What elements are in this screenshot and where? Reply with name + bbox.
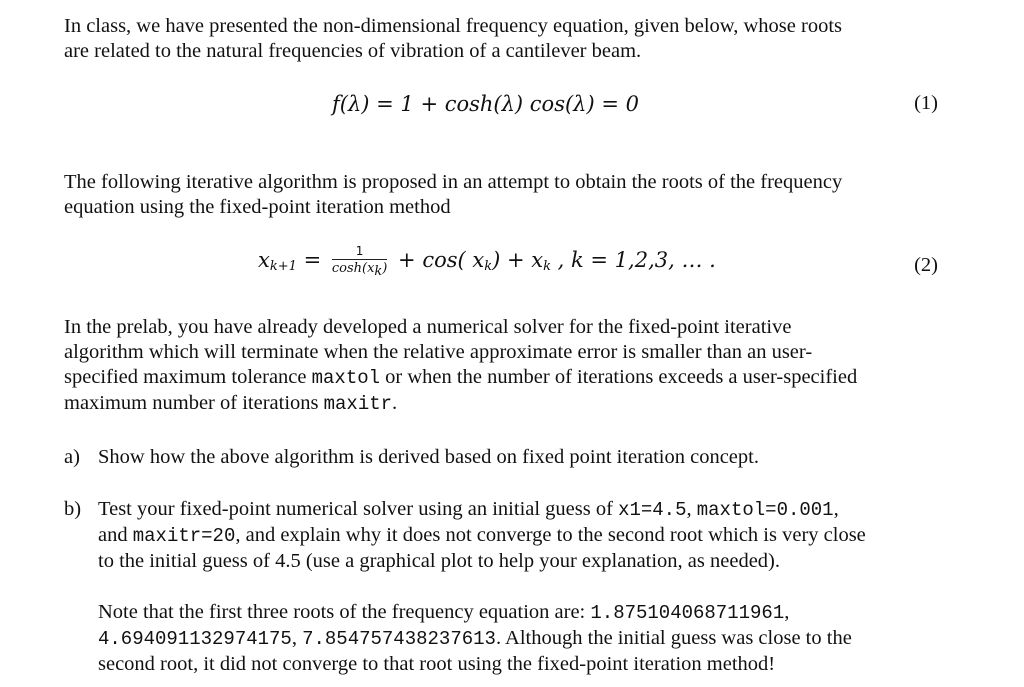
question-a-text: Show how the above algorithm is derived based on fixed point iteration concept.	[98, 446, 759, 468]
prelab-line-4-text-b: .	[392, 392, 398, 414]
qb-line2-a: and	[98, 524, 133, 546]
algorithm-line-2: equation using the fixed-point iteration method	[64, 196, 451, 218]
intro-paragraph	[64, 14, 944, 64]
eq2-rest-2: ) + x	[492, 248, 544, 272]
eq2-denominator-sub: k	[374, 264, 383, 279]
note1-b: ,	[784, 601, 790, 623]
frequency-equation: f(λ) = 1 + cosh(λ) cos(λ) = 0	[332, 92, 639, 116]
note-line-1	[98, 600, 944, 626]
eq2-denominator: cosh(x	[331, 261, 375, 276]
code-maxtol-value: maxtol=0.001	[696, 499, 834, 521]
eq2-denominator-close: )	[382, 261, 388, 276]
prelab-line-4	[64, 391, 944, 417]
eq2-rest-3: , k = 1,2,3, … .	[550, 248, 716, 272]
question-a-label: a)	[64, 446, 80, 468]
code-root-2: 4.694091132974175	[98, 628, 292, 650]
qb-line2-b: , and explain why it does not converge to the second root which is very close	[235, 524, 866, 546]
question-b-label: b)	[64, 498, 82, 520]
prelab-line-3-text-b: or when the number of iterations exceeds a user-specified	[380, 366, 858, 388]
equation-number-1: (1)	[914, 92, 938, 114]
eq2-fraction	[332, 244, 388, 279]
eq2-equals: =	[296, 248, 328, 272]
prelab-paragraph	[64, 315, 944, 417]
eq2-rest-1-sub: k	[484, 259, 493, 274]
code-maxitr-value: maxitr=20	[132, 525, 236, 547]
eq2-rest-1: + cos( x	[391, 248, 485, 272]
qb-line1-c: ,	[833, 498, 839, 520]
code-root-3: 7.854757438237613	[302, 628, 496, 650]
qb-line1-a: Test your fixed-point numerical solver using an initial guess of	[98, 498, 619, 520]
algorithm-line-1: The following iterative algorithm is proposed in an attempt to obtain the roots of the frequency	[64, 171, 843, 193]
equation-number-2: (2)	[914, 254, 938, 276]
code-maxitr: maxitr	[323, 393, 393, 415]
question-b-line-2	[98, 523, 944, 549]
code-x1: x1=4.5	[618, 499, 687, 521]
iteration-equation	[258, 244, 716, 288]
question-b-line-3: to the initial guess of 4.5 (use a graphical plot to help your explanation, as needed).	[98, 550, 781, 572]
note1-a: Note that the first three roots of the frequency equation are:	[98, 601, 591, 623]
intro-line-1: In class, we have presented the non-dimensional frequency equation, given below, whose roots	[64, 15, 843, 37]
prelab-line-4-text-a: maximum number of iterations	[64, 392, 324, 414]
eq2-numerator: 1	[332, 244, 388, 260]
prelab-line-3	[64, 365, 944, 391]
note-line-2	[98, 626, 944, 652]
prelab-line-2: algorithm which will terminate when the relative approximate error is smaller than an user-	[64, 341, 813, 363]
code-root-1: 1.875104068711961	[590, 602, 785, 624]
question-b-line-1	[98, 497, 944, 523]
prelab-line-1: In the prelab, you have already developed a numerical solver for the fixed-point iterative	[64, 316, 792, 338]
intro-line-2: are related to the natural frequencies of vibration of a cantilever beam.	[64, 40, 642, 62]
note-line-3: second root, it did not converge to that root using the fixed-point iteration method!	[98, 653, 776, 675]
note2-a: ,	[291, 627, 303, 649]
qb-line1-b: ,	[686, 498, 697, 520]
prelab-line-3-text-a: specified maximum tolerance	[64, 366, 312, 388]
eq2-rest-2-sub: k	[543, 259, 551, 274]
note2-b: . Although the initial guess was close to the	[495, 627, 852, 649]
eq2-lhs: x	[258, 248, 270, 272]
eq2-lhs-sub: k+1	[269, 259, 297, 274]
algorithm-paragraph	[64, 170, 944, 220]
code-maxtol: maxtol	[311, 367, 381, 389]
question-b-text	[98, 497, 944, 677]
